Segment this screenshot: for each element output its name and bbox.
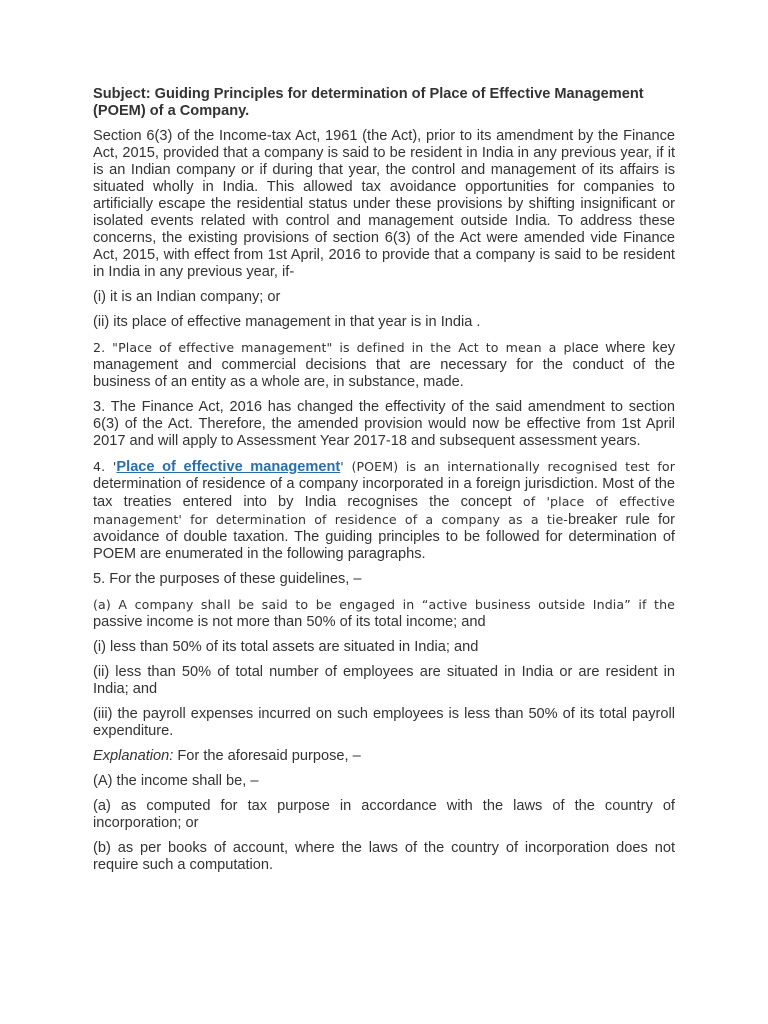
explanation-label: Explanation: xyxy=(93,748,174,764)
paragraph-2-lead: 2. "Place of effective management" is defined in the Act to mean a pl xyxy=(93,340,576,355)
clause-5a-rest: passive income is not more than 50% of its total income; and xyxy=(93,614,486,630)
paragraph-2 xyxy=(93,339,675,391)
paragraph-3: 3. The Finance Act, 2016 has changed the effectivity of the said amendment to section 6(3) of the Act. Therefore, the amended provision would now be effective from 1st April 2017 and will apply to Assessment Year 2017-18 and subsequent assessment years. xyxy=(93,399,675,449)
paragraph-4-prefix: 4. ' xyxy=(93,459,117,474)
explanation-a-a: (a) as computed for tax purpose in accordance with the laws of the country of incorporation; or xyxy=(93,798,675,831)
paragraph-4-mid: determination of residence of a company incorporated in a foreign jurisdiction. Most of the tax treaties entered into by India recognises the concept xyxy=(93,476,675,510)
clause-5-iii: (iii) the payroll expenses incurred on such employees is less than 50% of its total payroll expenditure. xyxy=(93,706,675,739)
paragraph-2-rest: ace where key management and commercial decisions that are necessary for the conduct of the business of an entity as a whole are, in substance, made. xyxy=(93,340,675,390)
poem-link[interactable]: Place of effective management xyxy=(116,459,341,475)
paragraph-4-alt: of 'place of effective management' for determination of residence of a company as a tie- xyxy=(93,494,675,527)
paragraph-4-after-link: ' (POEM) is an internationally recognised test for xyxy=(340,459,675,474)
clause-5a-lead: (a) A company shall be said to be engaged in “active business outside India” if the xyxy=(93,597,675,612)
clause-5-i: (i) less than 50% of its total assets are situated in India; and xyxy=(93,639,479,655)
paragraph-1: Section 6(3) of the Income-tax Act, 1961 (the Act), prior to its amendment by the Finance Act, 2015, provided that a company is said to be resident in India in any previous year, if it is an Indian company or if during that year, the control and management of its affairs is situated wholly in India. This allowed tax avoidance opportunities for companies to artificially escape the residential status under these provisions by shifting insignificant or isolated events related with control and management outside India. To address these concerns, the existing provisions of section 6(3) of the Act were amended vide Finance Act, 2015, with effect from 1st April, 2016 to provide that a company is said to be resident in India in any previous year, if- xyxy=(93,128,675,280)
explanation-text: For the aforesaid purpose, – xyxy=(173,748,361,764)
explanation-a: (A) the income shall be, – xyxy=(93,773,259,789)
clause-5-ii: (ii) less than 50% of total number of employees are situated in India or are resident in India; and xyxy=(93,664,675,697)
paragraph-4 xyxy=(93,458,675,563)
document-body xyxy=(93,86,675,882)
clause-5a xyxy=(93,596,675,631)
explanation-a-b: (b) as per books of account, where the laws of the country of incorporation does not require such a computation. xyxy=(93,840,675,873)
explanation xyxy=(93,748,675,765)
paragraph-4-end: breaker rule for avoidance of double taxation. The guiding principles to be followed for determination of POEM are enumerated in the following paragraphs. xyxy=(93,512,675,562)
clause-i-indian-company: (i) it is an Indian company; or xyxy=(93,289,281,305)
clause-ii-poem-in-india: (ii) its place of effective management in that year is in India . xyxy=(93,314,481,330)
paragraph-5: 5. For the purposes of these guidelines, – xyxy=(93,571,362,587)
subject-heading: Subject: Guiding Principles for determination of Place of Effective Management (POEM) of a Company. xyxy=(93,86,644,119)
